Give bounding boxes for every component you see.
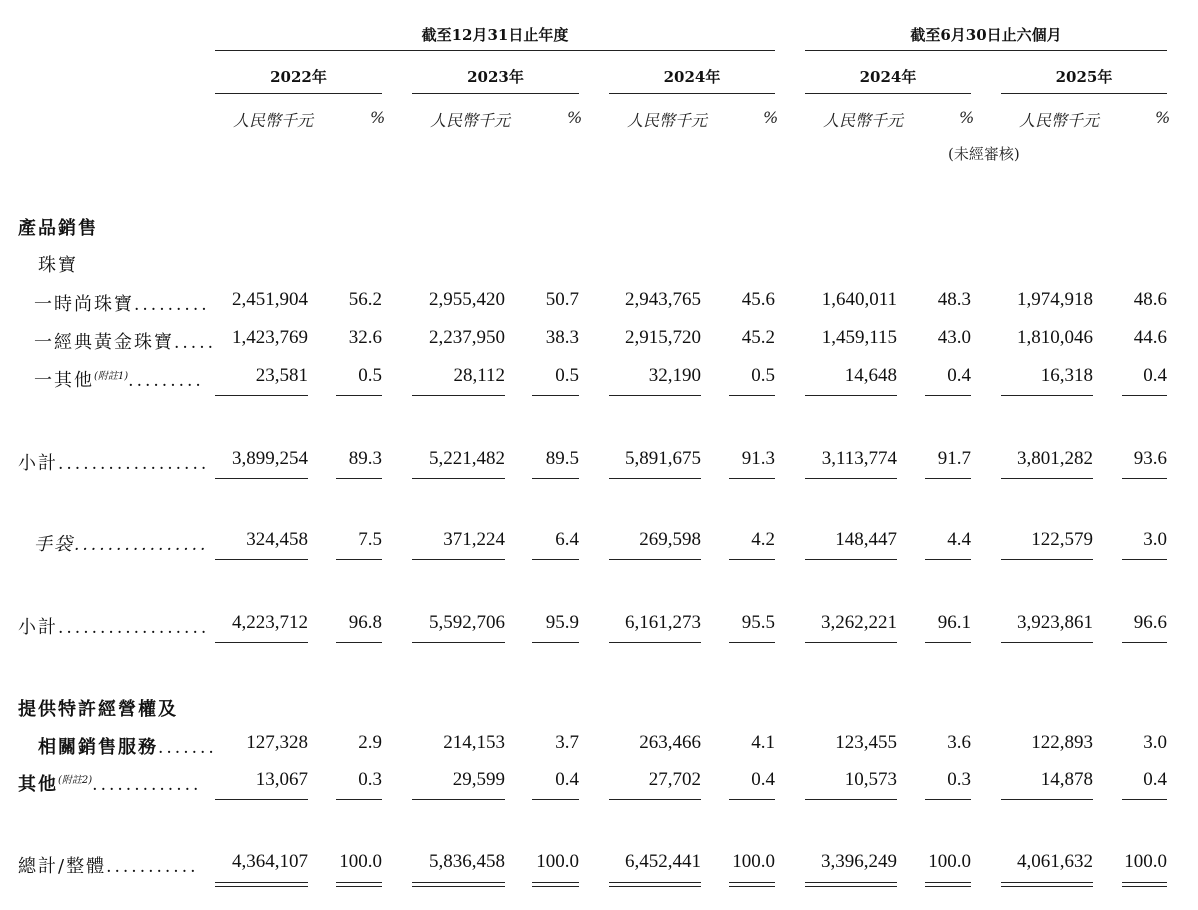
year-header: 2022年 (270, 68, 327, 86)
underline-rule (215, 395, 308, 396)
percent-cell: 96.6 (1133, 612, 1167, 633)
unit-percent: % (959, 108, 975, 127)
amount-cell: 1,810,046 (1017, 327, 1093, 348)
underline-rule (532, 395, 579, 396)
percent-cell: 48.6 (1133, 289, 1167, 310)
underline-rule (532, 642, 579, 643)
underline-rule (1122, 799, 1167, 800)
header-rule (215, 93, 382, 94)
underline-rule (215, 478, 308, 479)
percent-cell: 4.1 (751, 732, 775, 753)
amount-cell: 2,451,904 (232, 289, 308, 310)
percent-cell: 100.0 (339, 851, 382, 872)
row-label-franchise-cont: 相關銷售服務....... (38, 737, 217, 758)
unit-amount: 人民幣千元 (627, 111, 708, 130)
underline-rule (1122, 395, 1167, 396)
footnote-ref: (附註1) (94, 371, 129, 382)
underline-rule (1001, 799, 1093, 800)
amount-cell: 2,915,720 (625, 327, 701, 348)
underline-rule (609, 559, 701, 560)
year-header: 2024年 (859, 68, 917, 86)
underline-rule (1001, 642, 1093, 643)
amount-cell: 27,702 (648, 769, 701, 790)
amount-cell: 1,459,115 (821, 327, 897, 348)
underline-rule (1001, 478, 1093, 479)
footnote-ref: (附註2) (58, 775, 93, 786)
underline-rule (609, 395, 701, 396)
unit-percent: % (370, 108, 386, 127)
percent-cell: 0.5 (751, 365, 775, 386)
underline-rule (336, 395, 382, 396)
underline-rule (609, 799, 701, 800)
percent-cell: 0.3 (358, 769, 382, 790)
underline-rule (925, 559, 971, 560)
underline-rule (805, 799, 897, 800)
row-label-jewelry-other: 一其他$^{(附註1)}$......... (34, 370, 204, 391)
double-underline (805, 882, 897, 887)
unit-amount: 人民幣千元 (233, 111, 314, 130)
percent-cell: 4.4 (947, 529, 971, 550)
amount-cell: 5,221,482 (429, 448, 505, 469)
underline-rule (609, 478, 701, 479)
underline-rule (336, 799, 382, 800)
amount-cell: 324,458 (246, 529, 308, 550)
percent-cell: 7.5 (358, 529, 382, 550)
underline-rule (1122, 478, 1167, 479)
underline-rule (1001, 559, 1093, 560)
amount-cell: 5,891,675 (625, 448, 701, 469)
amount-cell: 122,893 (1031, 732, 1093, 753)
row-label-classic-gold: 一經典黃金珠寶..... (34, 332, 217, 353)
amount-cell: 371,224 (443, 529, 505, 550)
header-rule (215, 50, 775, 51)
underline-rule (729, 395, 775, 396)
percent-cell: 3.7 (555, 732, 579, 753)
percent-cell: 100.0 (732, 851, 775, 872)
amount-cell: 6,452,441 (625, 851, 701, 872)
amount-cell: 4,061,632 (1017, 851, 1093, 872)
percent-cell: 38.3 (545, 327, 579, 348)
underline-rule (336, 478, 382, 479)
amount-cell: 23,581 (255, 365, 308, 386)
amount-cell: 29,599 (452, 769, 505, 790)
unit-percent: % (763, 108, 779, 127)
amount-cell: 214,153 (443, 732, 505, 753)
amount-cell: 1,974,918 (1017, 289, 1093, 310)
double-underline (412, 882, 505, 887)
year-header: 2025年 (1055, 68, 1113, 86)
unit-amount: 人民幣千元 (1019, 111, 1100, 130)
double-underline (609, 882, 701, 887)
underline-rule (215, 559, 308, 560)
amount-cell: 32,190 (648, 365, 701, 386)
amount-cell: 3,113,774 (821, 448, 897, 469)
amount-cell: 269,598 (639, 529, 701, 550)
amount-cell: 10,573 (844, 769, 897, 790)
row-label-handbags: 手袋................ (34, 534, 209, 555)
underline-rule (336, 642, 382, 643)
header-rule (412, 93, 579, 94)
percent-cell: 0.4 (1143, 365, 1167, 386)
underline-rule (412, 799, 505, 800)
row-label-total: 總計/整體........... (18, 856, 199, 877)
underline-rule (412, 559, 505, 560)
underline-rule (215, 642, 308, 643)
double-underline (532, 882, 579, 887)
percent-cell: 44.6 (1133, 327, 1167, 348)
section-product-sales: 產品銷售 (18, 218, 98, 239)
row-label-subtotal: 小計.................. (18, 617, 210, 638)
header-rule (805, 50, 1167, 51)
percent-cell: 50.7 (545, 289, 579, 310)
percent-cell: 3.0 (1143, 732, 1167, 753)
percent-cell: 96.1 (937, 612, 971, 633)
percent-cell: 96.8 (348, 612, 382, 633)
double-underline (729, 882, 775, 887)
amount-cell: 123,455 (835, 732, 897, 753)
amount-cell: 16,318 (1040, 365, 1093, 386)
percent-cell: 89.5 (545, 448, 579, 469)
amount-cell: 3,396,249 (821, 851, 897, 872)
row-label-others: 其他$^{(附註2)}$............. (18, 774, 202, 795)
underline-rule (805, 478, 897, 479)
double-underline (215, 882, 308, 887)
row-label-subtotal: 小計.................. (18, 453, 210, 474)
underline-rule (532, 478, 579, 479)
percent-cell: 0.4 (751, 769, 775, 790)
underline-rule (609, 642, 701, 643)
underline-rule (729, 642, 775, 643)
unit-percent: % (567, 108, 583, 127)
percent-cell: 43.0 (937, 327, 971, 348)
amount-cell: 263,466 (639, 732, 701, 753)
underline-rule (805, 642, 897, 643)
double-underline (336, 882, 382, 887)
underline-rule (1122, 642, 1167, 643)
underline-rule (925, 642, 971, 643)
amount-cell: 3,801,282 (1017, 448, 1093, 469)
amount-cell: 3,262,221 (821, 612, 897, 633)
percent-cell: 6.4 (555, 529, 579, 550)
unaudited-note: (未經審核) (948, 145, 1020, 163)
amount-cell: 13,067 (255, 769, 308, 790)
percent-cell: 32.6 (348, 327, 382, 348)
unit-amount: 人民幣千元 (430, 111, 511, 130)
period-header-six-months: 截至6月30日止六個月 (910, 26, 1062, 44)
unit-percent: % (1155, 108, 1171, 127)
percent-cell: 0.5 (555, 365, 579, 386)
amount-cell: 2,237,950 (429, 327, 505, 348)
amount-cell: 14,878 (1040, 769, 1093, 790)
percent-cell: 3.6 (947, 732, 971, 753)
underline-rule (805, 559, 897, 560)
row-label-franchise: 提供特許經營權及 (18, 699, 178, 720)
underline-rule (336, 559, 382, 560)
amount-cell: 5,836,458 (429, 851, 505, 872)
percent-cell: 4.2 (751, 529, 775, 550)
underline-rule (925, 799, 971, 800)
amount-cell: 122,579 (1031, 529, 1093, 550)
percent-cell: 48.3 (937, 289, 971, 310)
double-underline (1122, 882, 1167, 887)
percent-cell: 100.0 (928, 851, 971, 872)
percent-cell: 100.0 (536, 851, 579, 872)
underline-rule (412, 642, 505, 643)
percent-cell: 0.4 (947, 365, 971, 386)
double-underline (1001, 882, 1093, 887)
percent-cell: 93.6 (1133, 448, 1167, 469)
amount-cell: 127,328 (246, 732, 308, 753)
amount-cell: 28,112 (453, 365, 505, 386)
percent-cell: 95.5 (741, 612, 775, 633)
underline-rule (532, 559, 579, 560)
percent-cell: 45.6 (741, 289, 775, 310)
percent-cell: 3.0 (1143, 529, 1167, 550)
amount-cell: 5,592,706 (429, 612, 505, 633)
underline-rule (729, 478, 775, 479)
period-header-fiscal-year: 截至12月31日止年度 (421, 26, 569, 44)
percent-cell: 91.7 (937, 448, 971, 469)
double-underline (925, 882, 971, 887)
underline-rule (925, 395, 971, 396)
row-label-fashion-jewelry: 一時尚珠寶......... (34, 294, 210, 315)
amount-cell: 4,364,107 (232, 851, 308, 872)
amount-cell: 6,161,273 (625, 612, 701, 633)
header-rule (1001, 93, 1167, 94)
percent-cell: 0.4 (1143, 769, 1167, 790)
amount-cell: 14,648 (844, 365, 897, 386)
header-rule (609, 93, 775, 94)
amount-cell: 4,223,712 (232, 612, 308, 633)
amount-cell: 2,943,765 (625, 289, 701, 310)
underline-rule (532, 799, 579, 800)
amount-cell: 2,955,420 (429, 289, 505, 310)
percent-cell: 100.0 (1124, 851, 1167, 872)
header-rule (805, 93, 971, 94)
underline-rule (1122, 559, 1167, 560)
amount-cell: 148,447 (835, 529, 897, 550)
percent-cell: 91.3 (741, 448, 775, 469)
unit-amount: 人民幣千元 (823, 111, 904, 130)
underline-rule (215, 799, 308, 800)
year-header: 2024年 (663, 68, 721, 86)
underline-rule (729, 799, 775, 800)
underline-rule (805, 395, 897, 396)
underline-rule (412, 478, 505, 479)
amount-cell: 3,923,861 (1017, 612, 1093, 633)
percent-cell: 0.4 (555, 769, 579, 790)
percent-cell: 89.3 (348, 448, 382, 469)
amount-cell: 1,423,769 (232, 327, 308, 348)
amount-cell: 3,899,254 (232, 448, 308, 469)
underline-rule (412, 395, 505, 396)
underline-rule (925, 478, 971, 479)
percent-cell: 0.5 (358, 365, 382, 386)
underline-rule (1001, 395, 1093, 396)
subsection-jewelry: 珠寶 (38, 255, 78, 276)
percent-cell: 45.2 (741, 327, 775, 348)
percent-cell: 95.9 (545, 612, 579, 633)
year-header: 2023年 (467, 68, 524, 86)
percent-cell: 56.2 (348, 289, 382, 310)
amount-cell: 1,640,011 (821, 289, 897, 310)
percent-cell: 2.9 (358, 732, 382, 753)
underline-rule (729, 559, 775, 560)
percent-cell: 0.3 (947, 769, 971, 790)
